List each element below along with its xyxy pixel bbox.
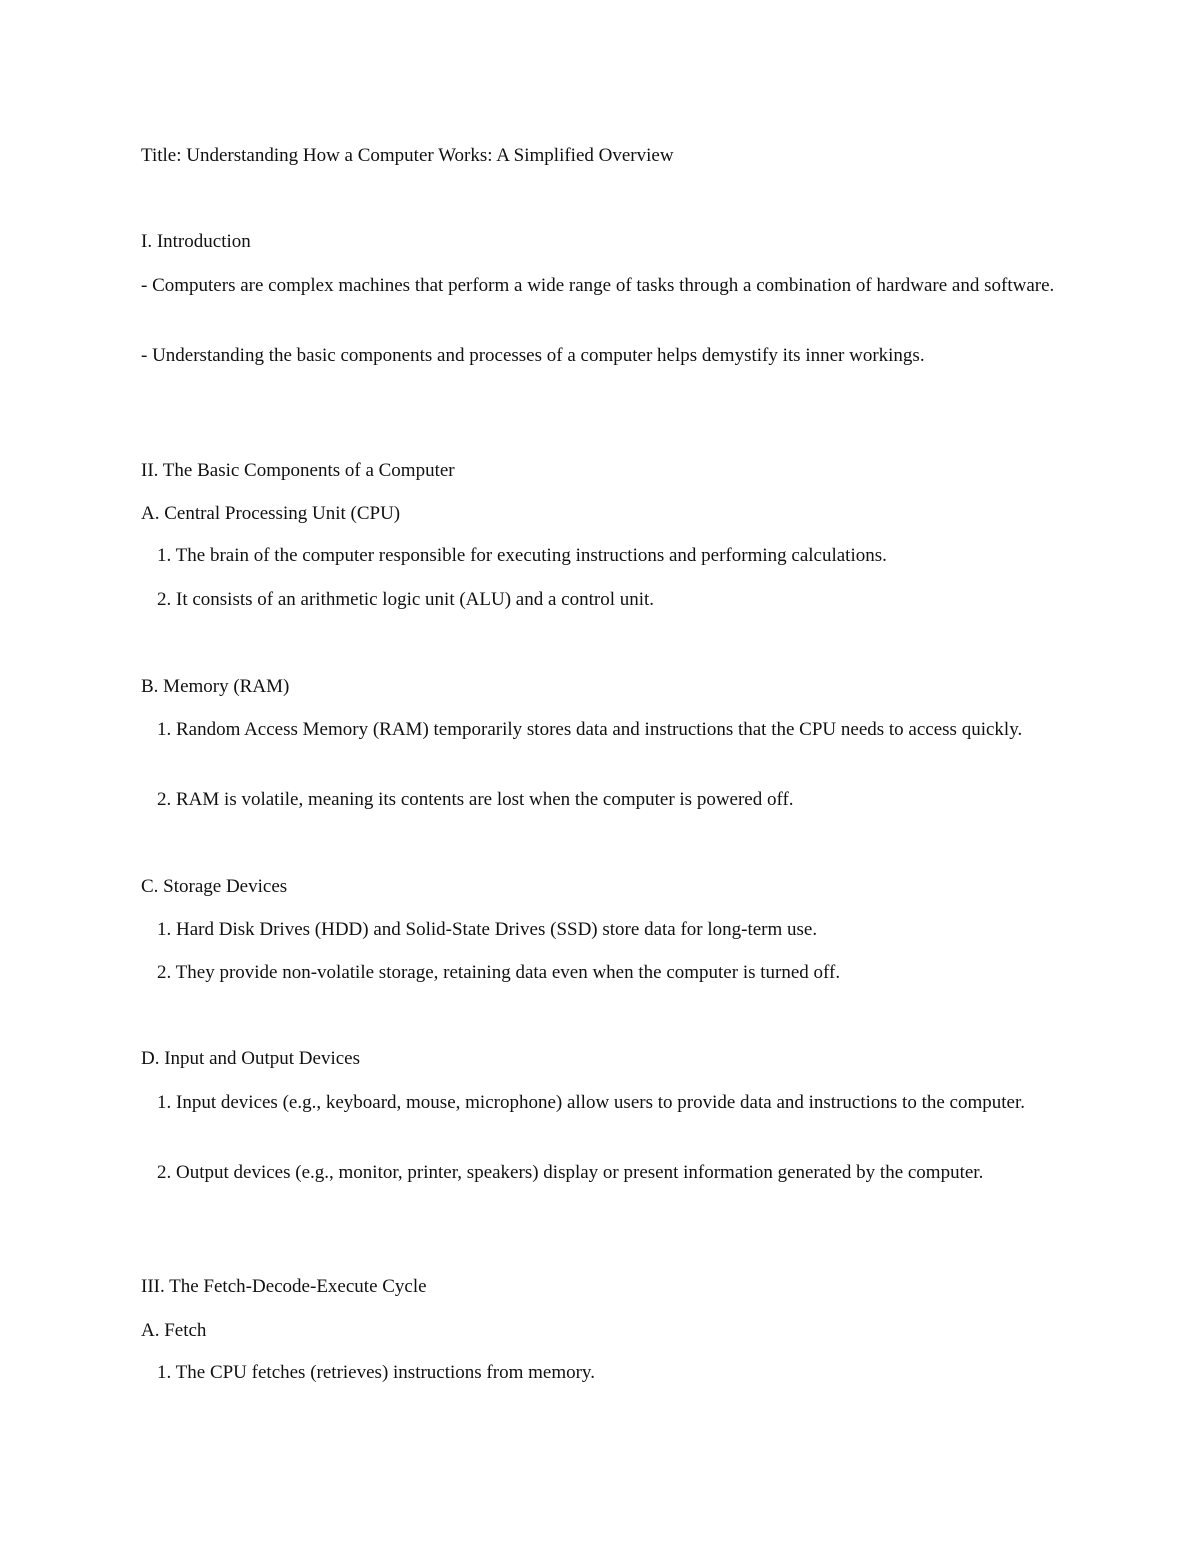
subsection-heading-io: D. Input and Output Devices <box>141 1048 360 1069</box>
storage-item-1: 1. Hard Disk Drives (HDD) and Solid-State Drives (SSD) store data for long-term use. <box>157 919 818 940</box>
io-item-2: 2. Output devices (e.g., monitor, printer, speakers) display or present information generated by the computer. <box>157 1162 984 1183</box>
subsection-heading-fetch: A. Fetch <box>141 1320 207 1341</box>
intro-bullet-2: - Understanding the basic components and processes of a computer helps demystify its inner workings. <box>141 345 925 366</box>
io-item-1: 1. Input devices (e.g., keyboard, mouse, microphone) allow users to provide data and instructions to the computer. <box>157 1092 1025 1113</box>
section-heading-introduction: I. Introduction <box>141 231 251 252</box>
document-title: Title: Understanding How a Computer Works: A Simplified Overview <box>141 145 674 166</box>
memory-item-1: 1. Random Access Memory (RAM) temporarily stores data and instructions that the CPU needs to access quickly. <box>157 719 1023 740</box>
storage-item-2: 2. They provide non-volatile storage, retaining data even when the computer is turned off. <box>157 962 841 983</box>
cpu-item-2: 2. It consists of an arithmetic logic unit (ALU) and a control unit. <box>157 589 655 610</box>
fetch-item-1: 1. The CPU fetches (retrieves) instructions from memory. <box>157 1362 595 1383</box>
subsection-heading-memory: B. Memory (RAM) <box>141 676 290 697</box>
subsection-heading-storage: C. Storage Devices <box>141 876 288 897</box>
cpu-item-1: 1. The brain of the computer responsible for executing instructions and performing calculations. <box>157 545 887 566</box>
memory-item-2: 2. RAM is volatile, meaning its contents are lost when the computer is powered off. <box>157 789 794 810</box>
intro-bullet-1: - Computers are complex machines that perform a wide range of tasks through a combination of hardware and software. <box>141 275 1055 296</box>
subsection-heading-cpu: A. Central Processing Unit (CPU) <box>141 503 401 524</box>
section-heading-cycle: III. The Fetch-Decode-Execute Cycle <box>141 1276 427 1297</box>
section-heading-components: II. The Basic Components of a Computer <box>141 460 455 481</box>
